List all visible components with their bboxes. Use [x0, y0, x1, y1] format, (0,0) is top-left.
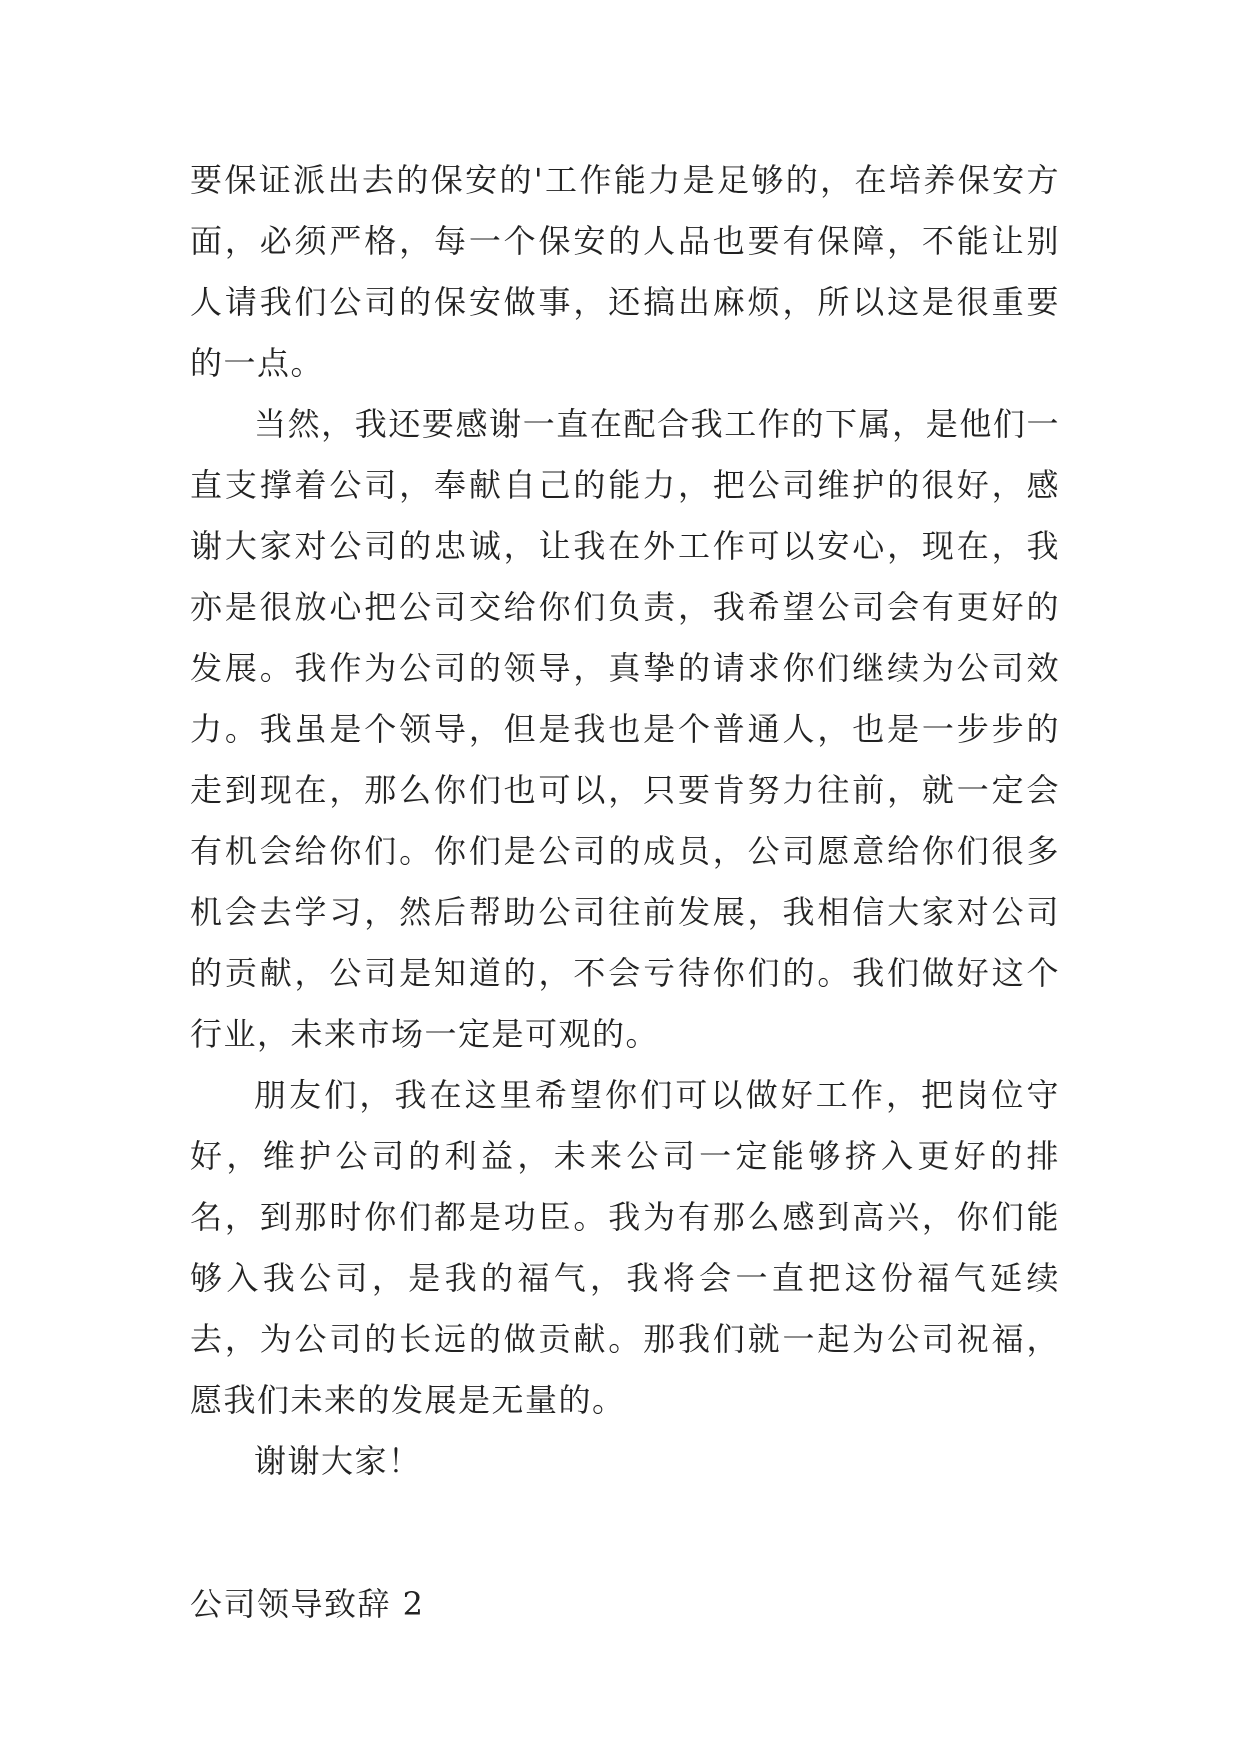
- document-body: [190, 150, 1060, 1635]
- paragraph-security-quality: 要保证派出去的保安的'工作能力是足够的，在培养保安方面，必须严格，每一个保安的人品也要有保障，不能让别人请我们公司的保安做事，还搞出麻烦，所以这是很重要的一点。: [190, 161, 1060, 382]
- section-heading: 公司领导致辞 2: [190, 1585, 425, 1623]
- paragraph-thank-you: 谢谢大家！: [254, 1442, 422, 1480]
- paragraph-friends-wishes: 朋友们，我在这里希望你们可以做好工作，把岗位守好，维护公司的利益，未来公司一定能够挤入更好的排名，到那时你们都是功臣。我为有那么感到高兴，你们能够入我公司，是我的福气，我将会一直把这份福气延续去，为公司的长远的做贡献。那我们就一起为公司祝福，愿我们未来的发展是无量的。: [190, 1076, 1060, 1419]
- paragraph-thanks-staff: 当然，我还要感谢一直在配合我工作的下属，是他们一直支撑着公司，奉献自己的能力，把公司维护的很好，感谢大家对公司的忠诚，让我在外工作可以安心，现在，我亦是很放心把公司交给你们负责，我希望公司会有更好的发展。我作为公司的领导，真挚的请求你们继续为公司效力。我虽是个领导，但是我也是个普通人，也是一步步的走到现在，那么你们也可以，只要肯努力往前，就一定会有机会给你们。你们是公司的成员，公司愿意给你们很多机会去学习，然后帮助公司往前发展，我相信大家对公司的贡献，公司是知道的，不会亏待你们的。我们做好这个行业，未来市场一定是可观的。: [190, 405, 1060, 1053]
